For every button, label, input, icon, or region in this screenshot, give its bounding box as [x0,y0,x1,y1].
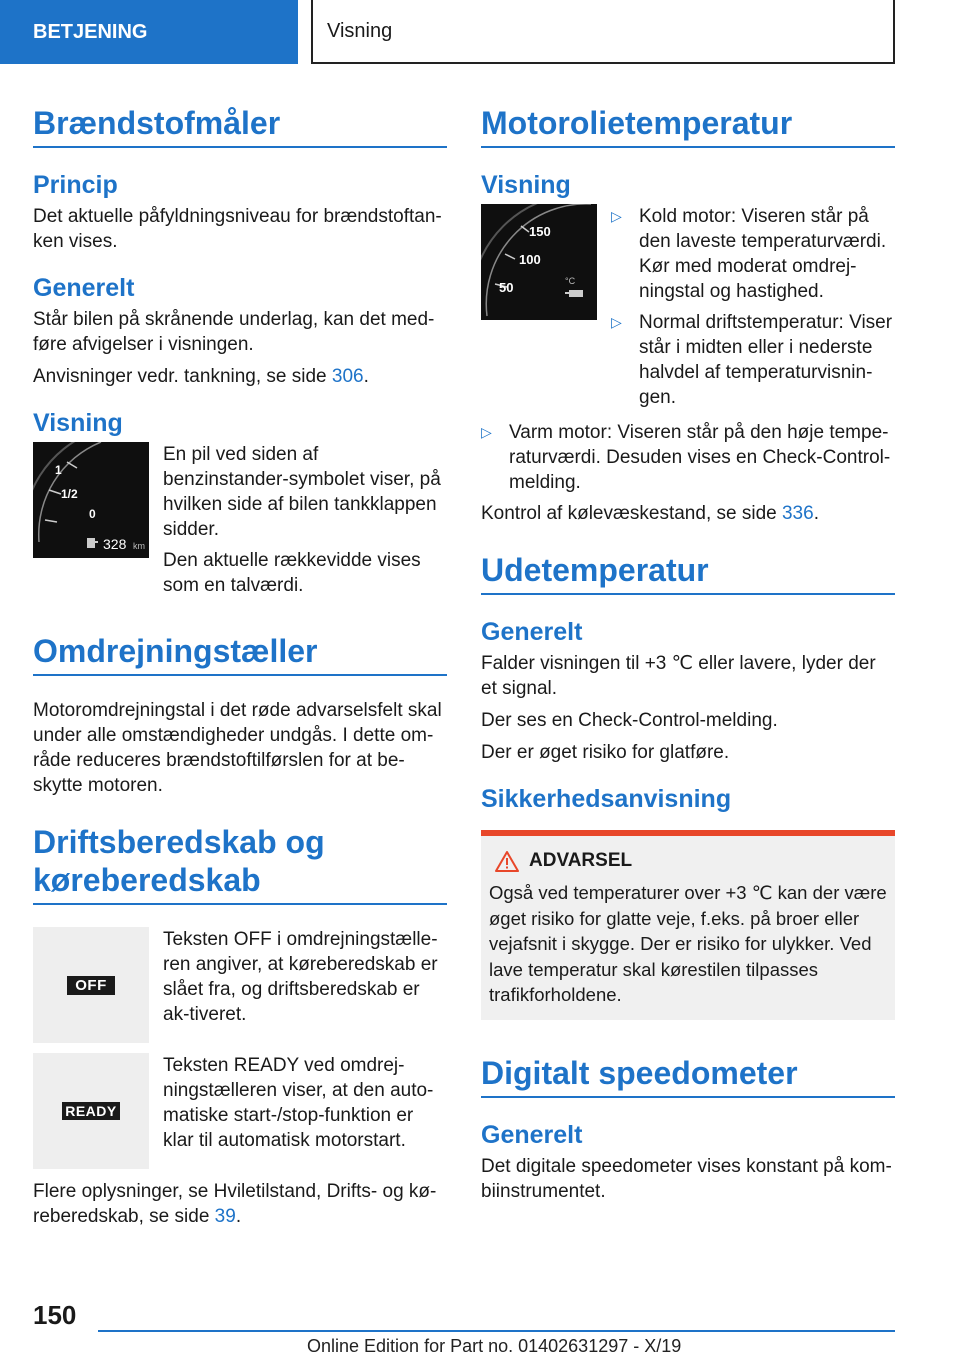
warning-text: Også ved temperaturer over +3 ℃ kan der være øget risiko for glatte veje, f.eks. på broer eller vejafsnit i skygge. Der er risiko for ulykker. Ved lave temperatur skal kørestilen tilpasses trafikforholdene. [489,882,887,1005]
more-reference: Flere oplysninger, se Hviletilstand, Drifts- og kø-reberedskab, se side 39. [33,1181,437,1227]
section-tab [0,0,298,64]
footer-edition: Online Edition for Part no. 01402631297 - X/19 [307,1336,682,1356]
subsection-box [311,0,895,64]
oil-mark-50: 50 [499,280,514,295]
ready-title: Driftsberedskab og køreberedskab [33,823,447,905]
triangle-bullet-icon: ▷ [611,314,622,330]
warning-box [481,830,895,1020]
tank-reference: Anvisninger vedr. tankning, se side 306. [33,366,369,387]
oil-bullets-b [481,420,895,495]
oil-mark-100: 100 [519,252,541,267]
ready-label: READY [62,1102,120,1120]
oil-figure-row [481,204,895,416]
off-text: Teksten OFF i omdrejningstælle-ren angiver, at køreberedskab er slået fra, og driftsberedskab er ak-tiveret. [163,929,438,1025]
generelt-text: Står bilen på skrånende underlag, kan det med-føre afvigelser i visningen. [33,309,435,355]
more-page-link[interactable]: 39 [214,1206,236,1227]
fuel-visning-text-2: Den aktuelle rækkevidde vises som en talværdi. [163,550,421,596]
princip-text: Det aktuelle påfyldningsniveau for brændstoftan-ken vises. [33,206,442,252]
left-column [33,104,447,1236]
safety-heading: Sikkerhedsanvisning [481,785,732,813]
fuel-mark-empty: 0 [89,507,96,521]
oil-mark-150: 150 [529,224,551,239]
fuel-gauge-image [33,442,149,558]
oil-unit: °C [565,276,576,286]
coolant-reference: Kontrol af kølevæskestand, se side 336. [481,503,819,524]
off-label: OFF [67,976,115,995]
oil-visning-heading: Visning [481,171,571,199]
tank-page-link[interactable]: 306 [331,366,364,387]
outside-text-3: Der er øget risiko for glatføre. [481,742,730,763]
off-image [33,927,149,1043]
oil-temp-title: Motorolietemperatur [481,104,895,148]
section-title: BETJENING [33,20,148,43]
page-number: 150 [33,1300,77,1330]
outside-temp-title: Udetemperatur [481,551,895,595]
speedo-title: Digitalt speedometer [481,1054,895,1098]
fuel-range-value: 328 [103,536,127,552]
list-item: ▷ Kold motor: Viseren står på den laveste temperaturværdi. Kør med moderat omdrej-ningstal og hastighed. [611,206,887,302]
list-item: ▷ Normal driftstemperatur: Viser står i midten eller i nederste halvdel af temperaturvisnin-gen. [611,312,893,408]
oil-gauge-image [481,204,597,320]
rpm-text: Motoromdrejningstal i det røde advarselsfelt skal under alle omstændigheder undgås. I dette om-råde reduceres brændstoftilførslen for at be-skytte motoren. [33,700,442,796]
outside-text-2: Der ses en Check-Control-melding. [481,710,778,731]
off-figure-row [33,927,447,1043]
fuel-mark-half: 1/2 [61,487,78,501]
fuel-mark-full: 1 [55,463,62,477]
right-column [481,104,895,1211]
fuel-visning-text [163,442,447,604]
triangle-bullet-icon: ▷ [611,208,622,224]
footer-divider [98,1330,895,1332]
outside-generelt-heading: Generelt [481,618,583,646]
subsection-title: Visning [327,19,393,42]
ready-figure-row [33,1053,447,1169]
triangle-bullet-icon: ▷ [481,424,492,440]
list-item: ▷ Varm motor: Viseren står på den høje tempe-raturværdi. Desuden vises en Check-Control-melding. [481,422,891,493]
rpm-title: Omdrejningstæller [33,632,447,676]
warning-triangle-icon [495,850,519,872]
oil-bullets-a [611,204,895,410]
fuel-figure-row [33,442,447,604]
oil-can-icon [565,290,583,297]
warning-title: ADVARSEL [529,850,633,871]
fuel-pump-icon [87,538,98,548]
princip-heading: Princip [33,171,118,199]
outside-text-1: Falder visningen til +3 ℃ eller lavere, lyder der et signal. [481,653,876,699]
warning-header [489,850,887,872]
ready-text: Teksten READY ved omdrej-ningstælleren viser, at den auto-matiske start-/stop-funktion er klar til automatisk motorstart. [163,1055,434,1151]
fuel-visning-heading: Visning [33,409,123,437]
speedo-text: Det digitale speedometer vises konstant på kom-biinstrumentet. [481,1155,892,1202]
fuel-range-unit: km [133,541,145,551]
fuel-gauge-title: Brændstofmåler [33,104,447,148]
coolant-page-link[interactable]: 336 [781,503,814,524]
speedo-generelt-heading: Generelt [481,1120,583,1149]
generelt-heading: Generelt [33,274,135,302]
fuel-visning-text-1: En pil ved siden af benzinstander-symbolet viser, på hvilken side af bilen tankklappen sidder. [163,444,441,540]
ready-image [33,1053,149,1169]
